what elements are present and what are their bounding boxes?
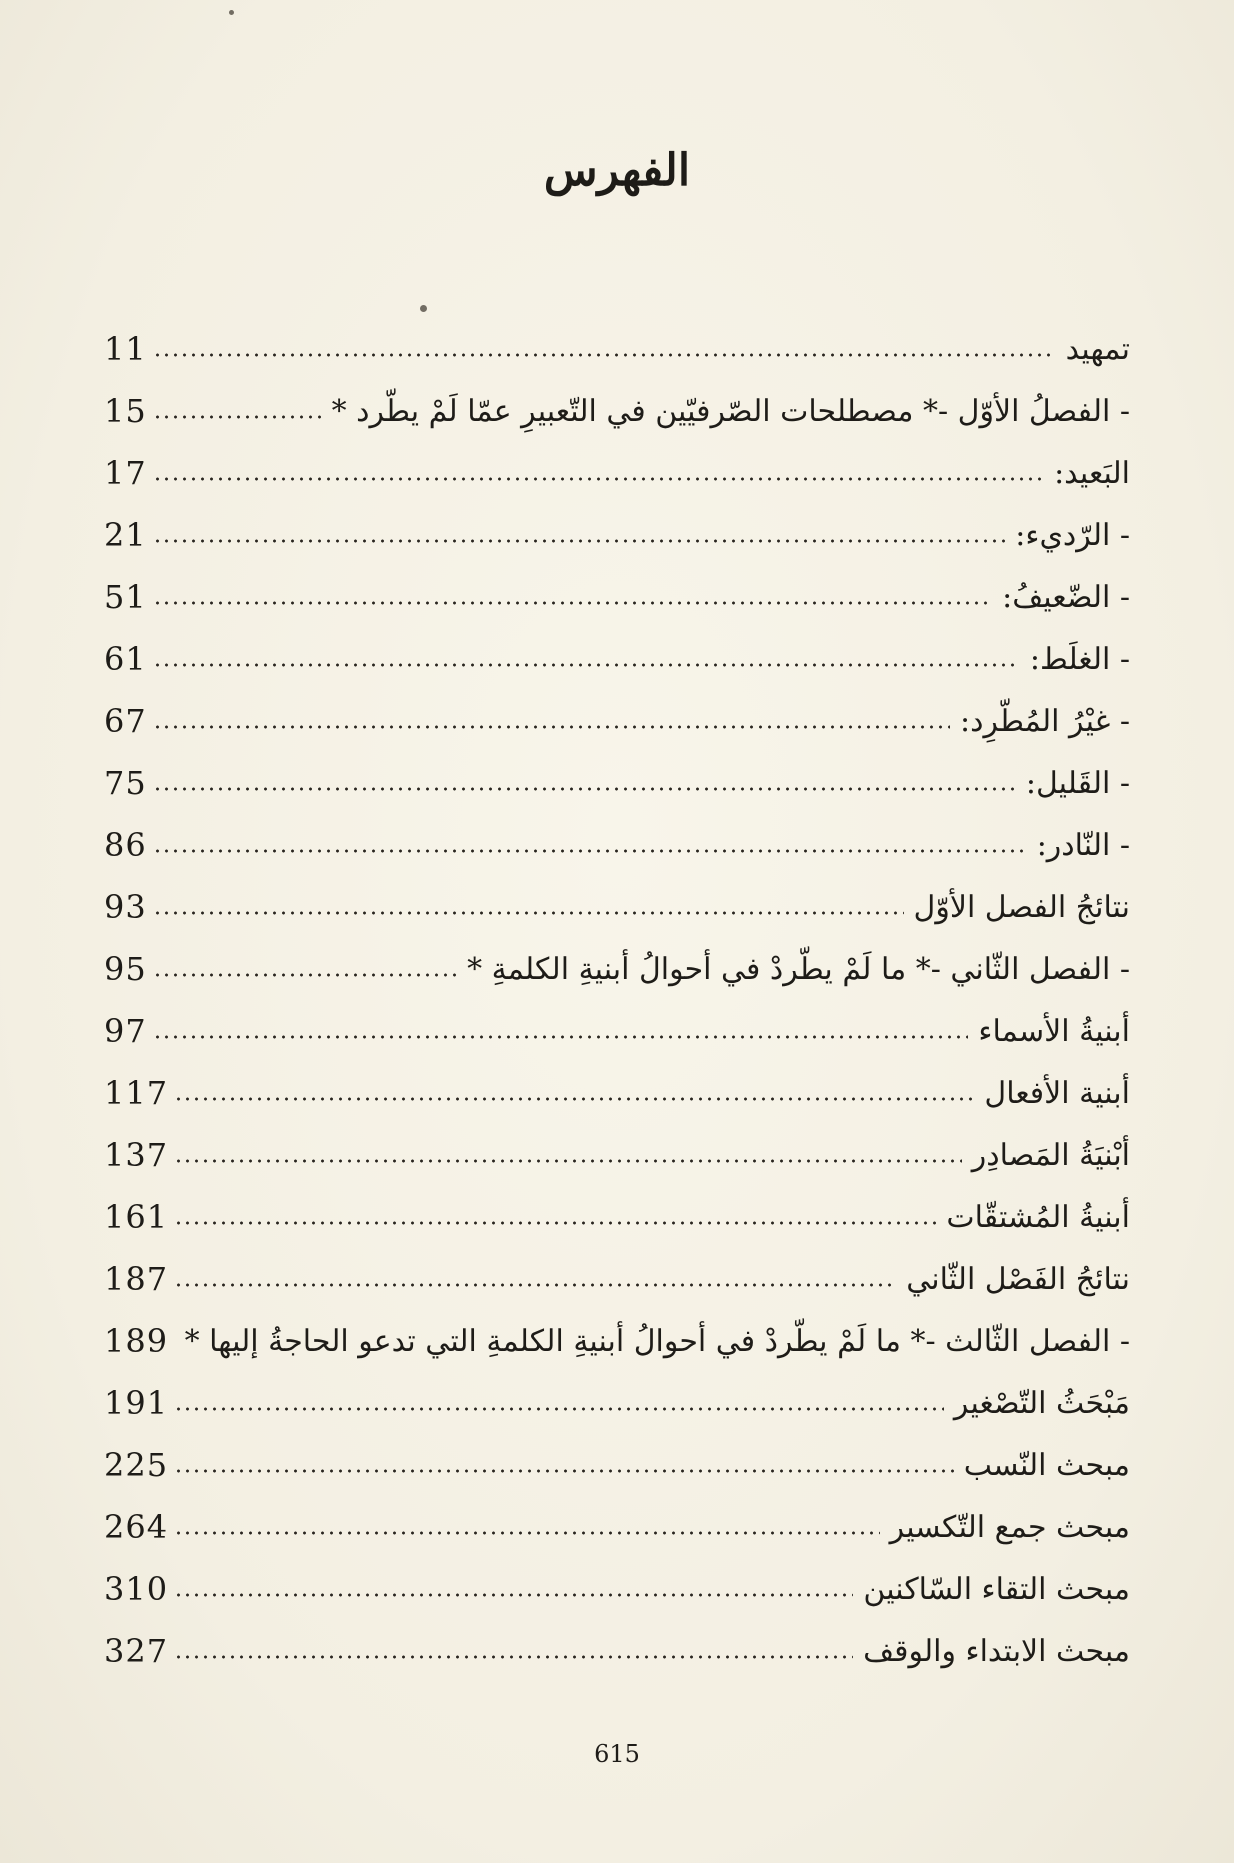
toc-entry xyxy=(104,628,1130,690)
toc-entry-label: مبحث جمع التّكسير xyxy=(889,1509,1130,1545)
toc-entry-label: مبحث الابتداء والوقف xyxy=(863,1633,1130,1669)
toc-entry-label: أبنية الأفعال xyxy=(984,1075,1130,1111)
toc-entry-page: 17 xyxy=(104,454,147,492)
toc-entry xyxy=(104,690,1130,752)
toc-entry-label: - النّادر: xyxy=(1036,827,1130,863)
toc-entry-label: مبحث التقاء السّاكنين xyxy=(863,1571,1130,1607)
ink-speck xyxy=(229,10,234,15)
dot-leader xyxy=(153,910,904,916)
toc-entry xyxy=(104,1186,1130,1248)
toc-entry-page: 51 xyxy=(104,578,147,616)
toc-entry xyxy=(104,566,1130,628)
toc-entry-page: 95 xyxy=(104,950,147,988)
toc-entry-label: - القَليل: xyxy=(1025,765,1130,801)
dot-leader xyxy=(153,600,992,606)
toc-entry xyxy=(104,1496,1130,1558)
dot-leader xyxy=(153,972,457,978)
toc-entry-label: أبْنيَةُ المَصادِر xyxy=(971,1137,1130,1173)
toc-entry-label: أبنيةُ الأسماء xyxy=(978,1013,1130,1049)
dot-leader xyxy=(153,786,1016,792)
toc-entry xyxy=(104,1310,1130,1372)
toc-entry-page: 15 xyxy=(104,392,147,430)
toc-entry-page: 86 xyxy=(104,826,147,864)
toc-entry-label: تمهيد xyxy=(1065,331,1130,367)
toc-entry-label: البَعيد: xyxy=(1054,455,1130,491)
table-of-contents xyxy=(104,318,1130,1682)
toc-entry xyxy=(104,1000,1130,1062)
toc-entry-label: - الفصلُ الأوّل -* مصطلحات الصّرفيّين في التّعبيرِ عمّا لَمْ يطّرد * xyxy=(331,393,1130,429)
toc-entry-page: 187 xyxy=(104,1260,169,1298)
toc-entry-label: - الرّديء: xyxy=(1015,517,1130,553)
toc-entry-page: 137 xyxy=(104,1136,169,1174)
dot-leader xyxy=(153,1034,969,1040)
toc-entry xyxy=(104,1434,1130,1496)
toc-entry xyxy=(104,814,1130,876)
toc-entry xyxy=(104,1248,1130,1310)
page-title: الفهرس xyxy=(543,145,691,196)
dot-leader xyxy=(174,1220,936,1226)
dot-leader xyxy=(153,662,1020,668)
toc-entry xyxy=(104,1124,1130,1186)
toc-entry-page: 11 xyxy=(104,330,147,368)
toc-entry-page: 21 xyxy=(104,516,147,554)
toc-entry xyxy=(104,1620,1130,1682)
toc-entry-page: 189 xyxy=(104,1322,169,1360)
toc-entry xyxy=(104,938,1130,1000)
dot-leader xyxy=(174,1282,896,1288)
toc-entry xyxy=(104,504,1130,566)
dot-leader xyxy=(153,538,1006,544)
page-number: 615 xyxy=(594,1740,640,1768)
ink-speck xyxy=(420,305,427,312)
toc-entry-page: 67 xyxy=(104,702,147,740)
toc-entry xyxy=(104,442,1130,504)
toc-entry-label: مَبْحَثُ التّصْغير xyxy=(953,1385,1130,1421)
toc-entry-page: 264 xyxy=(104,1508,169,1546)
dot-leader xyxy=(153,476,1044,482)
dot-leader xyxy=(153,724,950,730)
toc-entry xyxy=(104,1062,1130,1124)
toc-entry-page: 191 xyxy=(104,1384,169,1422)
toc-entry-label: نتائجُ الفَصْل الثّاني xyxy=(906,1261,1130,1297)
toc-entry-label: - الفصل الثّالث -* ما لَمْ يطّردْ في أحوالُ أبنيةِ الكلمةِ التي تدعو الحاجةُ إليها * xyxy=(184,1323,1130,1359)
toc-entry xyxy=(104,380,1130,442)
toc-entry xyxy=(104,1558,1130,1620)
dot-leader xyxy=(153,352,1056,358)
toc-entry-label: - الفصل الثّاني -* ما لَمْ يطّردْ في أحوالُ أبنيةِ الكلمةِ * xyxy=(467,951,1130,987)
toc-entry-page: 75 xyxy=(104,764,147,802)
dot-leader xyxy=(174,1592,853,1598)
toc-entry xyxy=(104,1372,1130,1434)
toc-entry-label: - الغلَط: xyxy=(1029,641,1130,677)
toc-entry-label: أبنيةُ المُشتقّات xyxy=(946,1199,1130,1235)
toc-entry xyxy=(104,876,1130,938)
toc-entry-page: 161 xyxy=(104,1198,169,1236)
dot-leader xyxy=(174,1406,944,1412)
toc-entry-page: 225 xyxy=(104,1446,169,1484)
toc-entry-page: 327 xyxy=(104,1632,169,1670)
toc-entry-page: 93 xyxy=(104,888,147,926)
dot-leader xyxy=(153,414,322,420)
dot-leader xyxy=(174,1096,974,1102)
toc-entry-label: نتائجُ الفصل الأوّل xyxy=(913,889,1130,925)
dot-leader xyxy=(174,1468,954,1474)
toc-entry-label: - الضّعيفُ: xyxy=(1002,579,1130,615)
toc-entry-page: 97 xyxy=(104,1012,147,1050)
dot-leader xyxy=(174,1654,853,1660)
toc-entry-label: - غيْرُ المُطّرِد: xyxy=(960,703,1130,739)
dot-leader xyxy=(174,1530,880,1536)
toc-entry xyxy=(104,752,1130,814)
toc-entry-page: 61 xyxy=(104,640,147,678)
toc-entry-page: 310 xyxy=(104,1570,169,1608)
dot-leader xyxy=(174,1158,962,1164)
toc-entry-label: مبحث النّسب xyxy=(963,1447,1130,1483)
toc-entry-page: 117 xyxy=(104,1074,169,1112)
toc-entry xyxy=(104,318,1130,380)
dot-leader xyxy=(153,848,1027,854)
